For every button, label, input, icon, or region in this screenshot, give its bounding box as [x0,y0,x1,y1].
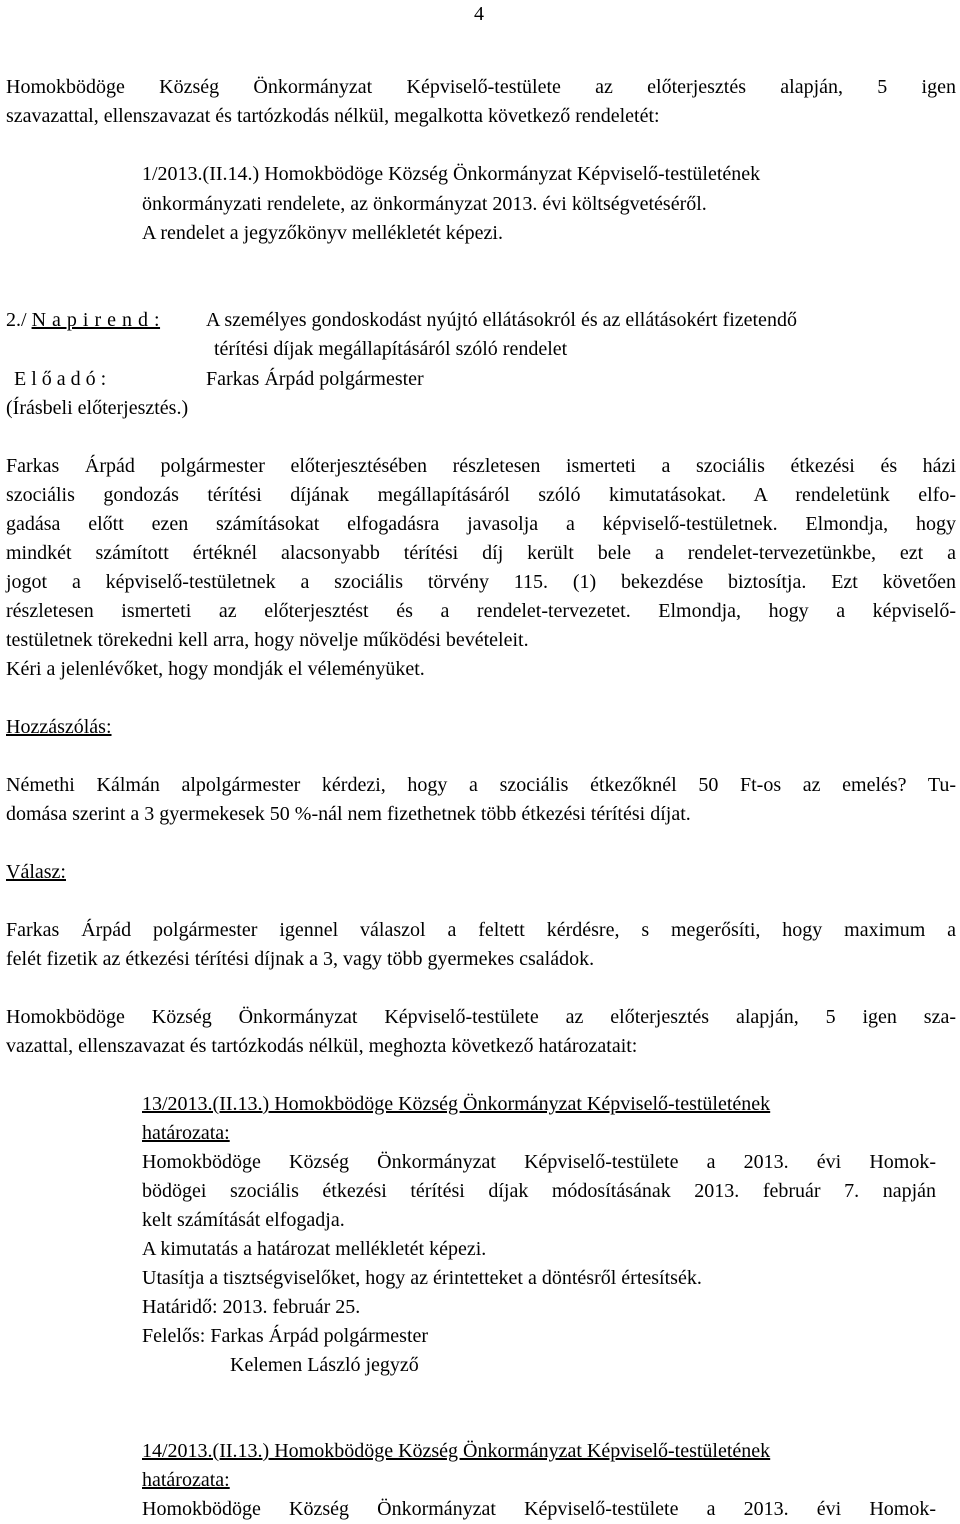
agenda-note: (Írásbeli előterjesztés.) [6,397,189,419]
comment-line: Némethi Kálmán alpolgármester kérdezi, hogy a szociális étkezőknél 50 Ft-os az emelés? Tu- [6,774,956,796]
paragraph-line: Kéri a jelenlévőket, hogy mondják el véleményüket. [6,658,425,680]
resolution-line: A kimutatás a határozat mellékletét képezi. [142,1238,487,1260]
resolution-line: Utasítja a tisztségviselőket, hogy az érintetteket a döntésről értesítsék. [142,1267,702,1289]
agenda-label: N a p i r e n d : [31,309,161,331]
paragraph-line: Farkas Árpád polgármester előterjesztésében részletesen ismerteti a szociális étkezési és házi [6,455,956,477]
resolution-subtitle: határozata: [142,1469,230,1491]
resolution-line: Homokbödöge Község Önkormányzat Képviselő-testülete a 2013. évi Homok- [142,1151,936,1173]
resolution-subtitle: határozata: [142,1122,230,1144]
ordinance-note: A rendelet a jegyzőkönyv mellékletét képezi. [142,222,503,244]
vote-line: vazattal, ellenszavazat és tartózkodás nélkül, meghozta következő határozatait: [6,1035,638,1057]
ordinance-title: 1/2013.(II.14.) Homokbödöge Község Önkormányzat Képviselő-testületének [142,163,761,185]
intro-line: Homokbödöge Község Önkormányzat Képviselő-testülete az előterjesztés alapján, 5 igen [6,76,956,98]
resolution-line: kelt számítását elfogadja. [142,1209,345,1231]
paragraph-line: jogot a képviselő-testületnek a szociális törvény 115. (1) bekezdése biztosítja. Ezt követően [6,571,956,593]
vote-line: Homokbödöge Község Önkormányzat Képviselő-testülete az előterjesztés alapján, 5 igen sza- [6,1006,956,1028]
resolution-line: Homokbödöge Község Önkormányzat Képviselő-testülete a 2013. évi Homok- [142,1498,936,1520]
resolution-deadline: Határidő: 2013. február 25. [142,1296,361,1318]
ordinance-title: önkormányzati rendelete, az önkormányzat 2013. évi költségvetéséről. [142,193,707,215]
presenter-name: Farkas Árpád polgármester [206,368,424,390]
presenter-label: E l ő a d ó : [14,368,107,390]
resolution-responsible: Felelős: Farkas Árpád polgármester [142,1325,429,1347]
resolution-responsible-2: Kelemen László jegyző [230,1354,419,1376]
resolution-title: 14/2013.(II.13.) Homokbödöge Község Önkormányzat Képviselő-testületének [142,1440,771,1462]
paragraph-line: részletesen ismerteti az előterjesztést és a rendelet-tervezetet. Elmondja, hogy a képviselő- [6,600,956,622]
paragraph-line: szociális gondozás térítési díjának megállapításáról szóló kimutatásokat. A rendeletünk elfo- [6,484,956,506]
answer-line: felét fizetik az étkezési térítési díjnak a 3, vagy több gyermekes családok. [6,948,595,970]
paragraph-line: testületnek törekedni kell arra, hogy növelje működési bevételeit. [6,629,529,651]
agenda-header [6,305,160,335]
resolution-title: 13/2013.(II.13.) Homokbödöge Község Önkormányzat Képviselő-testületének [142,1093,771,1115]
intro-line: szavazattal, ellenszavazat és tartózkodás nélkül, megalkotta következő rendeletét: [6,105,660,127]
comment-line: domása szerint a 3 gyermekesek 50 %-nál nem fizethetnek több étkezési térítési díjat. [6,803,691,825]
answer-line: Farkas Árpád polgármester igennel válaszol a feltett kérdésre, s megerősíti, hogy maximum a [6,919,956,941]
agenda-title: A személyes gondoskodást nyújtó ellátásokról és az ellátásokért fizetendő [206,309,797,331]
page-number: 4 [474,3,484,25]
answer-heading: Válasz: [6,861,66,883]
resolution-line: bödögei szociális étkezési térítési díjak módosításának 2013. február 7. napján [142,1180,936,1202]
agenda-number: 2./ [6,309,27,331]
paragraph-line: gadása előtt ezen számításokat elfogadásra javasolja a képviselő-testületnek. Elmondja, hogy [6,513,956,535]
agenda-title: térítési díjak megállapításáról szóló rendelet [214,338,568,360]
paragraph-line: mindkét számított értéknél alacsonyabb térítési díj került bele a rendelet-tervezetünkbe, ezt a [6,542,956,564]
comment-heading: Hozzászólás: [6,716,112,738]
